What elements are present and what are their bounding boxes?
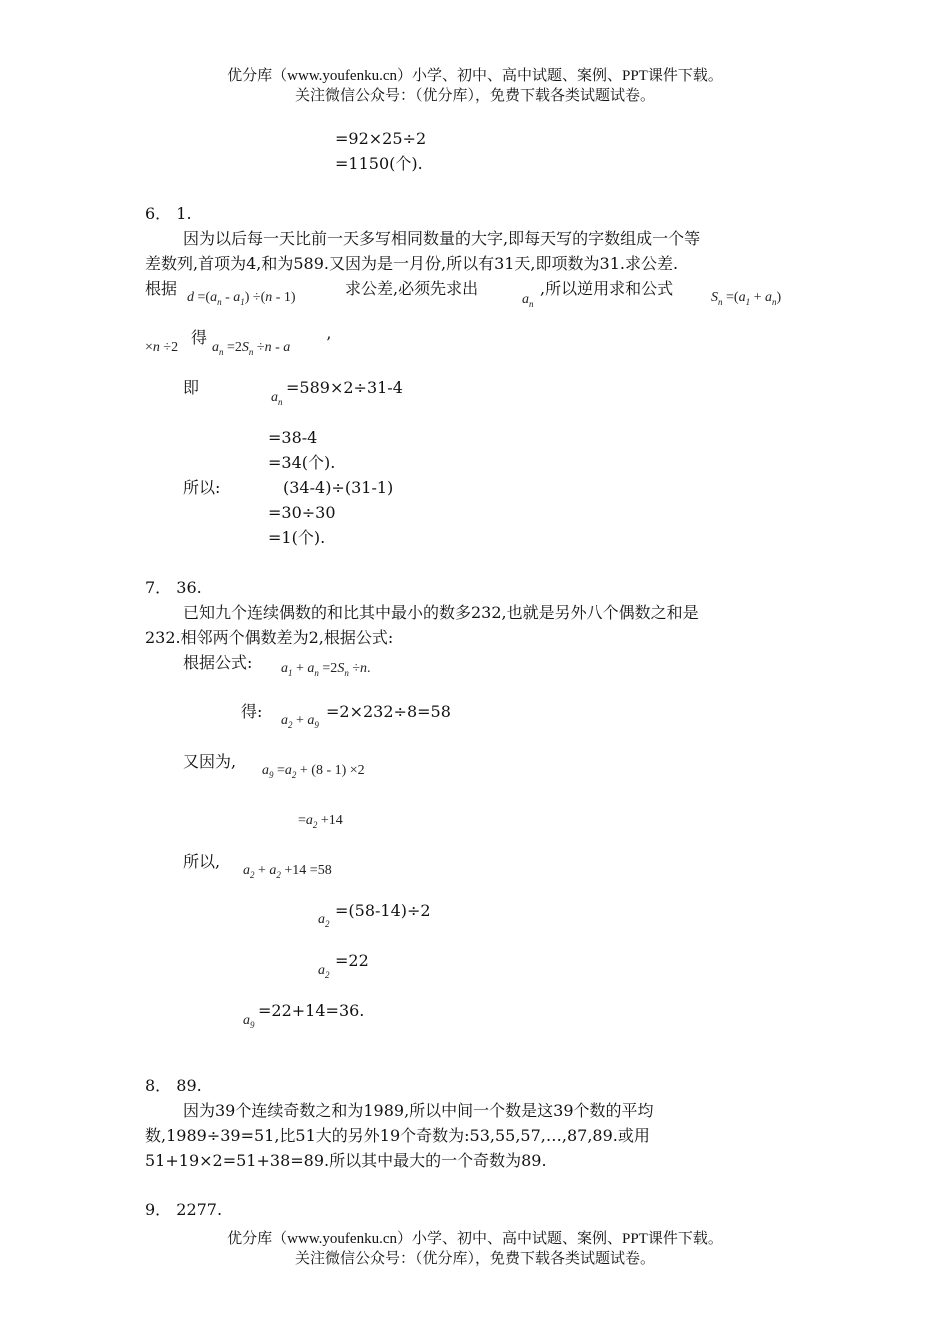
q6-eq-1: =589×2÷31-4 [286, 378, 403, 397]
q8-para-line-3: 51+19×2=51+38=89.所以其中最大的一个奇数为89. [145, 1151, 547, 1170]
q7-formula-a9: $a_9 =a_2 + (8 - 1) \times 2$ [262, 763, 365, 780]
q8-para-line-2: 数,1989÷39=51,比51大的另外19个奇数为:53,55,57,…,87,89.或用 [145, 1126, 650, 1145]
q7-eq-3: =22 [335, 951, 369, 970]
q7-suoyi: 所以, [183, 852, 221, 871]
q6-para-3b: 求公差,必须先求出 [345, 279, 479, 298]
q6-para-3a: 根据 [145, 279, 178, 298]
q6-symbol-an: $a_n$ [522, 292, 534, 309]
q7-symbol-a9: $a_9$ [243, 1013, 255, 1030]
prev-line-1: =92×25÷2 [335, 129, 427, 148]
q7-para-line-2: 232.相邻两个偶数差为2,根据公式: [145, 628, 394, 647]
q6-number: 6． 1. [145, 204, 192, 223]
header-line-1: 优分库（www.youfenku.cn）小学、初中、高中试题、案例、PPT课件下载。 [227, 68, 723, 84]
page-header [0, 66, 950, 106]
q7-eq-4: =22+14=36. [258, 1001, 365, 1020]
footer-line-1: 优分库（www.youfenku.cn）小学、初中、高中试题、案例、PPT课件下载。 [227, 1231, 723, 1247]
q7-para-line-1: 已知九个连续偶数的和比其中最小的数多232,也就是另外八个偶数之和是 [183, 603, 699, 622]
q6-eq-2: =38-4 [268, 428, 318, 447]
q6-para-line-1: 因为以后每一天比前一天多写相同数量的大字,即每天写的字数组成一个等 [183, 229, 701, 248]
q8-para-line-1: 因为39个连续奇数之和为1989,所以中间一个数是这39个数的平均 [183, 1101, 654, 1120]
page-footer [0, 1229, 950, 1269]
header-line-2: 关注微信公众号：（优分库），免费下载各类试题试卷。 [294, 88, 655, 104]
q7-eq-1: =2×232÷8=58 [326, 702, 451, 721]
q6-suoyi: 所以: [183, 478, 221, 497]
q9-number: 9． 2277. [145, 1200, 223, 1219]
q6-symbol-an-2: $a_n$ [271, 390, 283, 407]
q7-formula-a2a9: $a_2 + a_9$ [281, 713, 319, 730]
q7-formula-a2-14: $=a_2 +14$ [298, 813, 343, 830]
q6-formula-tail: ×n ÷2 [145, 340, 179, 355]
q6-apostrophe: ’ [326, 333, 332, 352]
q6-para-3c: ,所以逆用求和公式 [540, 279, 674, 298]
q6-formula-an: $a_n =2S_n \div n - a$ [212, 340, 291, 357]
q8-number: 8． 89. [145, 1076, 202, 1095]
q7-formula-sum: $a_1 + a_n =2S_n \div n$. [281, 661, 371, 678]
footer-line-2: 关注微信公众号：（优分库），免费下载各类试题试卷。 [294, 1251, 655, 1267]
q7-symbol-a2-2: $a_2$ [318, 963, 330, 980]
q7-youyinwei: 又因为, [183, 752, 237, 771]
q6-eq-5: =30÷30 [268, 503, 336, 522]
q6-ji: 即 [183, 378, 200, 397]
q6-para-line-2: 差数列,首项为4,和为589.又因为是一月份,所以有31天,即项数为31.求公差. [145, 254, 679, 273]
prev-line-2: =1150(个). [335, 154, 423, 173]
q7-genju: 根据公式: [183, 653, 253, 672]
q7-symbol-a2-1: $a_2$ [318, 912, 330, 929]
q7-number: 7． 36. [145, 578, 202, 597]
q6-formula-sn: $S_n =(a_1 + a_n)$ [711, 290, 782, 307]
q6-eq-4: (34-4)÷(31-1) [283, 478, 394, 497]
q6-formula-d: $d =(a_n - a_1) \div(n - 1)$ [187, 290, 296, 307]
q7-eq-2: =(58-14)÷2 [335, 901, 431, 920]
q6-de: 得 [191, 328, 208, 347]
q7-de: 得: [241, 702, 263, 721]
q7-formula-2a2: $a_2 + a_2 +14 =58$ [243, 863, 332, 880]
q6-eq-6: =1(个). [268, 528, 326, 547]
q6-eq-3: =34(个). [268, 453, 336, 472]
